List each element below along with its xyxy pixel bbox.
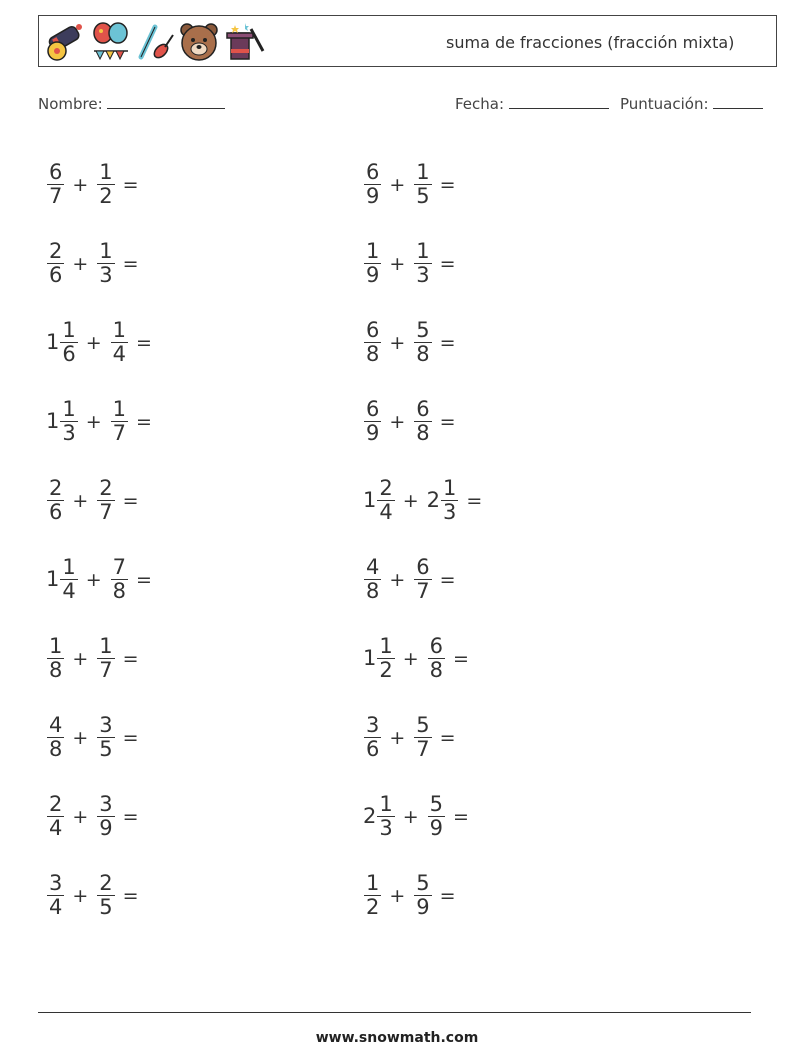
fraction [364, 714, 381, 761]
denominator: 2 [366, 895, 380, 919]
mixed-number [46, 714, 64, 761]
numerator: 2 [99, 476, 113, 500]
plus-sign: + [402, 489, 419, 512]
problem-item [46, 303, 152, 382]
equals-sign: = [136, 331, 152, 354]
fraction [377, 793, 394, 840]
denominator: 9 [366, 421, 380, 445]
mixed-number [363, 398, 381, 445]
mixed-number [363, 240, 381, 287]
mixed-number [110, 556, 128, 603]
denominator: 4 [62, 579, 76, 603]
problem-item [363, 224, 482, 303]
mixed-number [46, 556, 78, 603]
denominator: 7 [112, 421, 127, 445]
denominator: 3 [62, 421, 76, 445]
fraction [60, 319, 77, 366]
denominator: 8 [112, 579, 127, 603]
numerator: 1 [416, 239, 430, 263]
numerator: 1 [366, 871, 380, 895]
equals-sign: = [439, 726, 456, 749]
denominator: 9 [429, 816, 444, 840]
denominator: 8 [416, 421, 430, 445]
denominator: 3 [416, 263, 430, 287]
problem-item [363, 619, 482, 698]
date-label: Fecha: [455, 95, 505, 113]
equals-sign: = [439, 173, 456, 196]
equals-sign: = [453, 647, 469, 670]
problem-item [46, 619, 152, 698]
bear-icon [178, 21, 220, 63]
whole-part: 1 [46, 408, 60, 433]
denominator: 2 [379, 658, 393, 682]
mixed-number [46, 319, 78, 366]
mixed-number [96, 714, 114, 761]
footer-divider [38, 1012, 751, 1013]
mixed-number [96, 872, 114, 919]
denominator: 6 [49, 263, 63, 287]
plus-sign: + [389, 884, 406, 907]
equals-sign: = [453, 805, 469, 828]
denominator: 3 [443, 500, 457, 524]
fraction [97, 793, 114, 840]
fraction [111, 319, 128, 366]
numerator: 3 [99, 792, 113, 816]
fraction [111, 556, 128, 603]
plus-sign: + [72, 726, 89, 749]
fraction [414, 872, 431, 919]
mixed-number [413, 398, 431, 445]
equals-sign: = [122, 726, 139, 749]
equals-sign: = [439, 331, 456, 354]
fraction [377, 477, 394, 524]
numerator: 1 [62, 397, 76, 421]
numerator: 1 [99, 634, 113, 658]
plus-sign: + [389, 173, 406, 196]
numerator: 1 [379, 634, 393, 658]
denominator: 3 [99, 263, 113, 287]
mixed-number [46, 635, 64, 682]
plus-sign: + [389, 726, 406, 749]
denominator: 9 [366, 263, 380, 287]
problem-item [46, 382, 152, 461]
whole-part: 1 [46, 329, 60, 354]
name-blank[interactable] [107, 94, 225, 109]
mixed-number [413, 872, 431, 919]
fraction [364, 556, 381, 603]
fraction [111, 398, 128, 445]
denominator: 4 [379, 500, 393, 524]
fraction [47, 635, 64, 682]
numerator: 4 [49, 713, 63, 737]
mixed-number [363, 793, 395, 840]
problem-item [46, 461, 152, 540]
denominator: 6 [62, 342, 76, 366]
magic-hat-icon [223, 21, 267, 63]
fraction [364, 319, 381, 366]
footer-url: www.snowmath.com [315, 1030, 479, 1046]
fraction [364, 240, 381, 287]
numerator: 6 [366, 397, 380, 421]
whole-part: 1 [363, 645, 377, 670]
numerator: 1 [62, 318, 76, 342]
equals-sign: = [466, 489, 483, 512]
denominator: 8 [49, 737, 63, 761]
denominator: 7 [49, 184, 63, 208]
denominator: 2 [99, 184, 113, 208]
fraction [414, 556, 431, 603]
fraction [97, 714, 114, 761]
fraction [60, 556, 77, 603]
equals-sign: = [136, 410, 152, 433]
numerator: 3 [366, 713, 380, 737]
denominator: 8 [416, 342, 430, 366]
numerator: 3 [99, 713, 113, 737]
numerator: 5 [416, 713, 430, 737]
plus-sign: + [389, 331, 406, 354]
fraction [47, 714, 64, 761]
mixed-number [96, 793, 114, 840]
mixed-number [427, 635, 445, 682]
numerator: 5 [416, 318, 430, 342]
problems-left-column [38, 145, 152, 935]
plus-sign: + [389, 252, 406, 275]
problem-item [46, 224, 152, 303]
fraction [47, 161, 64, 208]
mixed-number [413, 556, 431, 603]
plus-sign: + [72, 252, 89, 275]
problem-item [363, 145, 482, 224]
mixed-number [46, 477, 64, 524]
mixed-number [363, 635, 395, 682]
fraction [414, 161, 431, 208]
name-label: Nombre: [38, 95, 103, 113]
numerator: 6 [416, 397, 430, 421]
mixed-number [46, 872, 64, 919]
numerator: 3 [49, 871, 63, 895]
mixed-number [46, 240, 64, 287]
mixed-number [96, 477, 114, 524]
numerator: 6 [429, 634, 444, 658]
problem-item [46, 540, 152, 619]
equals-sign: = [122, 252, 139, 275]
mixed-number [413, 319, 431, 366]
equals-sign: = [122, 173, 139, 196]
mixed-number [363, 872, 381, 919]
denominator: 5 [99, 895, 113, 919]
date-field [455, 94, 609, 113]
numerator: 1 [99, 239, 113, 263]
denominator: 8 [366, 579, 380, 603]
numerator: 1 [416, 160, 430, 184]
fraction [414, 398, 431, 445]
mixed-number [96, 161, 114, 208]
denominator: 8 [429, 658, 444, 682]
plus-sign: + [72, 173, 89, 196]
fraction [428, 635, 445, 682]
fraction [414, 319, 431, 366]
fraction [97, 477, 114, 524]
equals-sign: = [122, 489, 139, 512]
fraction [47, 477, 64, 524]
numerator: 2 [49, 792, 63, 816]
fraction [428, 793, 445, 840]
numerator: 7 [112, 555, 127, 579]
numerator: 1 [49, 634, 63, 658]
mixed-number [46, 793, 64, 840]
fraction [364, 872, 381, 919]
fraction [97, 872, 114, 919]
denominator: 4 [112, 342, 127, 366]
problem-item [46, 777, 152, 856]
score-field [620, 94, 763, 113]
mixed-number [413, 240, 431, 287]
mixed-number [363, 319, 381, 366]
plus-sign: + [85, 331, 102, 354]
problem-item [363, 540, 482, 619]
numerator: 1 [99, 160, 113, 184]
mixed-number [427, 793, 445, 840]
equals-sign: = [439, 568, 456, 591]
problem-item [363, 856, 482, 935]
whole-part: 1 [46, 566, 60, 591]
numerator: 6 [49, 160, 63, 184]
fraction [60, 398, 77, 445]
numerator: 2 [49, 476, 63, 500]
mixed-number [46, 161, 64, 208]
numerator: 5 [416, 871, 430, 895]
fraction [97, 240, 114, 287]
denominator: 6 [49, 500, 63, 524]
denominator: 8 [366, 342, 380, 366]
whole-part: 2 [363, 803, 377, 828]
denominator: 7 [416, 737, 430, 761]
name-field [38, 94, 225, 113]
numerator: 1 [112, 397, 127, 421]
denominator: 3 [379, 816, 393, 840]
numerator: 6 [366, 160, 380, 184]
problems-right-column [355, 145, 482, 935]
denominator: 4 [49, 895, 63, 919]
score-label: Puntuación: [620, 95, 709, 113]
numerator: 2 [99, 871, 113, 895]
equals-sign: = [439, 410, 456, 433]
mixed-number [363, 556, 381, 603]
balloons-bunting-icon [90, 21, 132, 63]
numerator: 1 [62, 555, 76, 579]
fraction [47, 793, 64, 840]
problem-item [46, 856, 152, 935]
problem-item [363, 303, 482, 382]
plus-sign: + [402, 805, 419, 828]
numerator: 5 [429, 792, 444, 816]
mixed-number [96, 240, 114, 287]
whole-part: 1 [363, 487, 377, 512]
problem-item [46, 145, 152, 224]
fraction [414, 714, 431, 761]
fraction [364, 161, 381, 208]
mixed-number [413, 714, 431, 761]
problem-item [46, 698, 152, 777]
mixed-number [427, 477, 459, 524]
plus-sign: + [85, 410, 102, 433]
numerator: 2 [49, 239, 63, 263]
denominator: 7 [99, 500, 113, 524]
fraction [47, 240, 64, 287]
denominator: 5 [416, 184, 430, 208]
problem-item [363, 382, 482, 461]
plus-sign: + [402, 647, 419, 670]
mixed-number [110, 319, 128, 366]
equals-sign: = [136, 568, 152, 591]
plus-sign: + [389, 568, 406, 591]
numerator: 1 [112, 318, 127, 342]
denominator: 8 [49, 658, 63, 682]
header-box [38, 15, 777, 67]
juggling-clubs-icon [135, 21, 175, 63]
numerator: 2 [379, 476, 393, 500]
plus-sign: + [72, 489, 89, 512]
fraction [97, 161, 114, 208]
mixed-number [363, 477, 395, 524]
fraction [441, 477, 458, 524]
denominator: 7 [99, 658, 113, 682]
problem-item [363, 777, 482, 856]
cannon-icon [43, 21, 87, 63]
numerator: 6 [416, 555, 430, 579]
mixed-number [363, 161, 381, 208]
page-title: suma de fracciones (fracción mixta) [446, 33, 735, 52]
numerator: 1 [379, 792, 393, 816]
denominator: 5 [99, 737, 113, 761]
equals-sign: = [122, 647, 139, 670]
score-blank[interactable] [713, 94, 763, 109]
equals-sign: = [122, 805, 139, 828]
numerator: 4 [366, 555, 380, 579]
denominator: 9 [99, 816, 113, 840]
plus-sign: + [72, 805, 89, 828]
numerator: 1 [443, 476, 457, 500]
equals-sign: = [439, 252, 456, 275]
plus-sign: + [389, 410, 406, 433]
equals-sign: = [122, 884, 139, 907]
mixed-number [110, 398, 128, 445]
denominator: 6 [366, 737, 380, 761]
plus-sign: + [72, 884, 89, 907]
plus-sign: + [72, 647, 89, 670]
mixed-number [363, 714, 381, 761]
numerator: 6 [366, 318, 380, 342]
header-icons [43, 20, 267, 64]
fraction [414, 240, 431, 287]
date-blank[interactable] [509, 94, 609, 109]
denominator: 7 [416, 579, 430, 603]
fraction [47, 872, 64, 919]
mixed-number [413, 161, 431, 208]
denominator: 4 [49, 816, 63, 840]
numerator: 1 [366, 239, 380, 263]
mixed-number [96, 635, 114, 682]
problem-item [363, 461, 482, 540]
problem-item [363, 698, 482, 777]
fraction [364, 398, 381, 445]
fraction [97, 635, 114, 682]
plus-sign: + [85, 568, 102, 591]
mixed-number [46, 398, 78, 445]
equals-sign: = [439, 884, 456, 907]
denominator: 9 [416, 895, 430, 919]
fraction [377, 635, 394, 682]
whole-part: 2 [426, 487, 441, 512]
denominator: 9 [366, 184, 380, 208]
